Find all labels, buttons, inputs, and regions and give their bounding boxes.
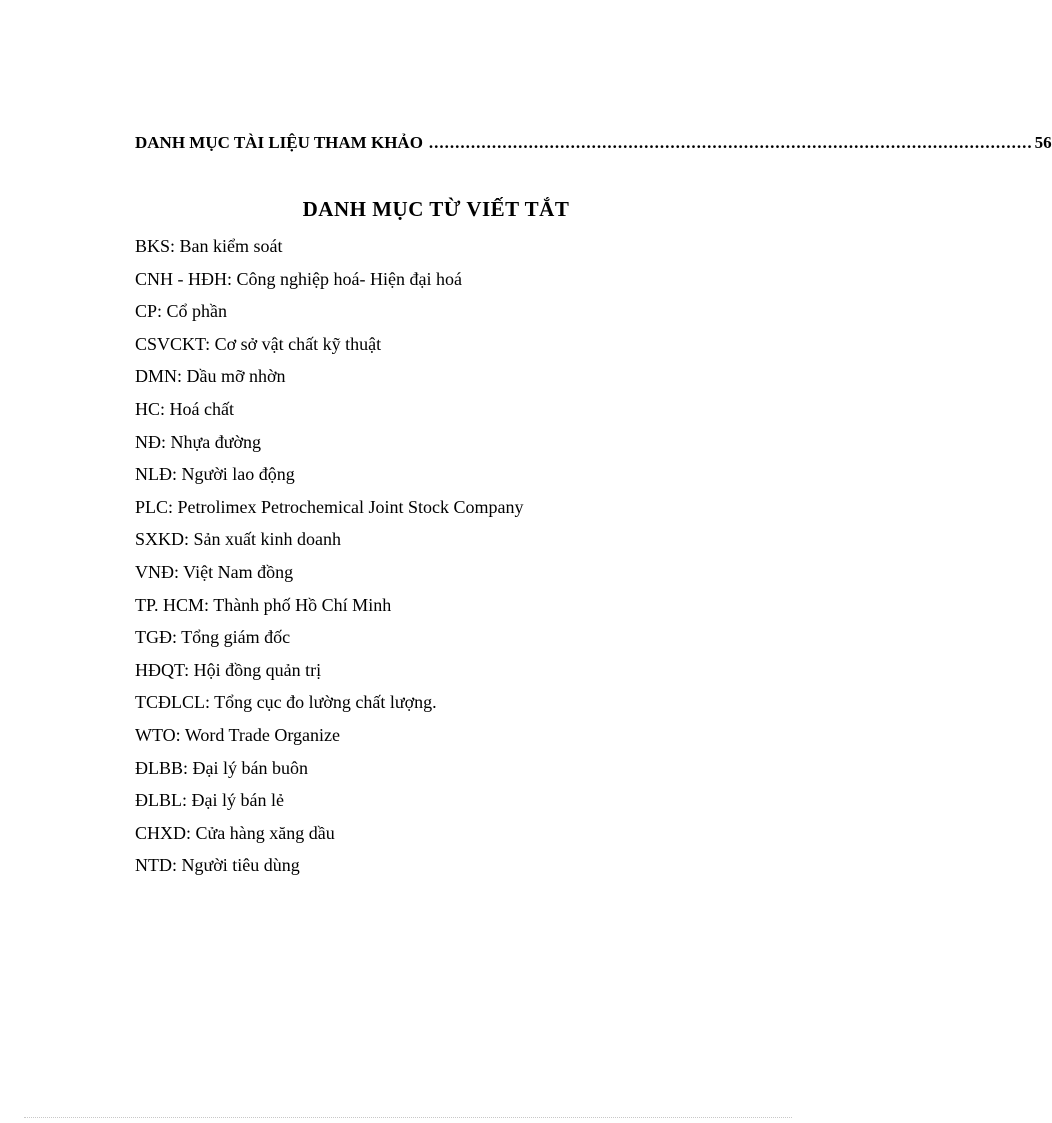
toc-page-number: 56 bbox=[1034, 133, 1052, 152]
abbreviation-item: NTD: Người tiêu dùng bbox=[135, 855, 300, 876]
abbreviation-item: TCĐLCL: Tổng cục đo lường chất lượng. bbox=[135, 692, 437, 713]
abbreviation-item: TP. HCM: Thành phố Hồ Chí Minh bbox=[135, 594, 392, 615]
abbreviation-item: CNH - HĐH: Công nghiệp hoá- Hiện đại hoá bbox=[135, 268, 462, 289]
abbreviation-item: VNĐ: Việt Nam đồng bbox=[135, 561, 294, 582]
abbreviation-item: CSVCKT: Cơ sở vật chất kỹ thuật bbox=[135, 333, 382, 354]
page-bottom-divider bbox=[24, 1117, 792, 1118]
abbreviation-item: TGĐ: Tổng giám đốc bbox=[135, 627, 291, 648]
abbreviation-item: HĐQT: Hội đồng quản trị bbox=[135, 659, 322, 680]
abbreviation-item: SXKD: Sản xuất kinh doanh bbox=[135, 529, 341, 550]
abbreviation-item: WTO: Word Trade Organize bbox=[135, 724, 341, 745]
abbreviation-item: NLĐ: Người lao động bbox=[135, 464, 295, 485]
abbreviation-item: CHXD: Cửa hàng xăng dầu bbox=[135, 822, 335, 843]
abbreviation-item: PLC: Petrolimex Petrochemical Joint Stock Company bbox=[135, 496, 524, 517]
abbreviation-item: DMN: Dầu mỡ nhờn bbox=[135, 366, 286, 387]
abbreviation-item: ĐLBL: Đại lý bán lẻ bbox=[135, 790, 284, 811]
abbreviation-item: BKS: Ban kiểm soát bbox=[135, 236, 283, 256]
abbreviation-item: NĐ: Nhựa đường bbox=[135, 431, 262, 452]
toc-entry-references bbox=[135, 133, 1052, 153]
abbreviation-list bbox=[135, 233, 523, 885]
toc-entry-title: DANH MỤC TÀI LIỆU THAM KHẢO bbox=[135, 133, 423, 152]
toc-dot-leader: ................................................................................................................... bbox=[428, 133, 1033, 152]
abbreviation-item: HC: Hoá chất bbox=[135, 398, 234, 419]
abbreviation-item: CP: Cổ phần bbox=[135, 301, 228, 322]
abbreviations-heading: DANH MỤC TỪ VIẾT TẮT bbox=[302, 197, 570, 221]
abbreviation-item: ĐLBB: Đại lý bán buôn bbox=[135, 757, 308, 778]
